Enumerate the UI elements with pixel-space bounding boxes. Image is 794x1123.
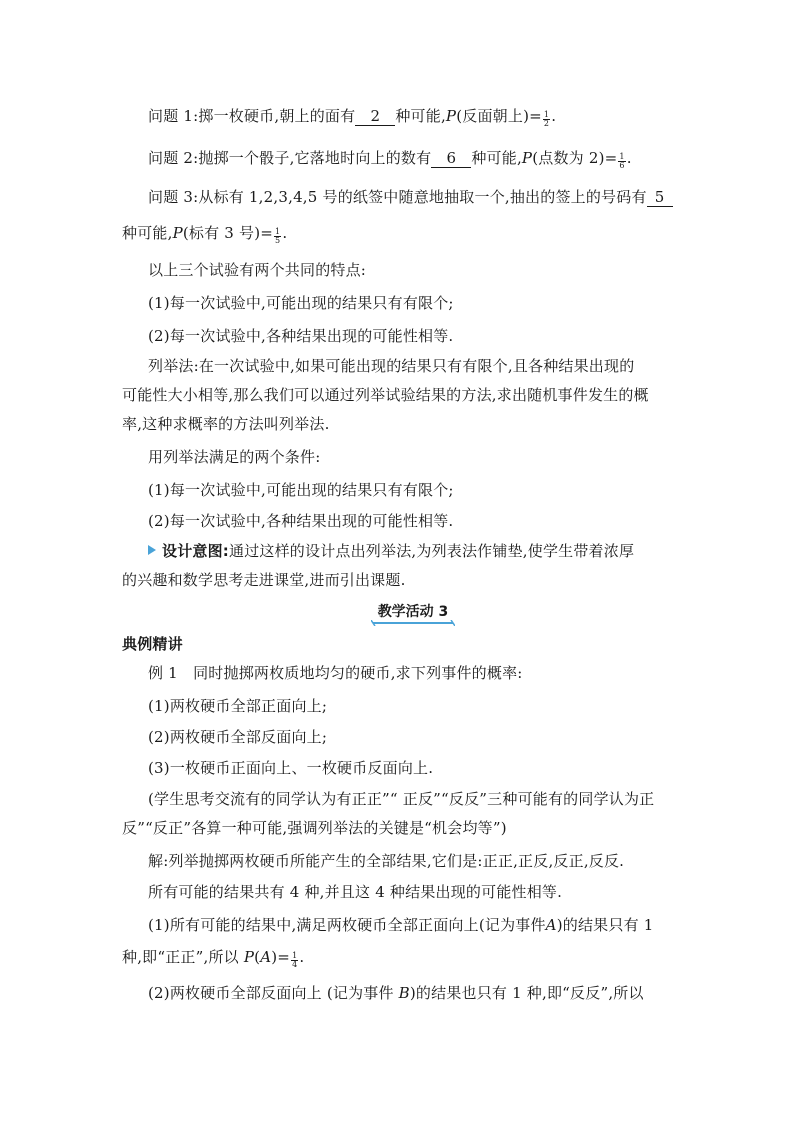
q3-end: . — [282, 224, 288, 242]
q1-den: 2 — [543, 119, 550, 128]
features-intro: 以上三个试验有两个共同的特点: — [148, 261, 367, 279]
condition-2: (2)每一次试验中,各种结果出现的可能性相等. — [148, 512, 454, 530]
question-3-line-1 — [148, 186, 704, 208]
student-note-line-1: (学生思考交流有的同学认为有正正”“ 正反”“反反”三种可能有的同学认为正 — [148, 790, 655, 808]
method-definition-line-2: 可能性大小相等,那么我们可以通过列举试验结果的方法,求出随机事件发生的概 — [122, 386, 649, 404]
solution-4-end: . — [299, 948, 305, 966]
q2-p-arg: (点数为 2)= — [532, 149, 618, 167]
q3-den: 5 — [275, 236, 281, 245]
solution-line-1: 解:列举抛掷两枚硬币所能产生的全部结果,它们是:正正,正反,反正,反反. — [148, 852, 625, 870]
solution-fraction — [291, 952, 298, 969]
q3-p-arg: (标有 3 号)= — [182, 224, 274, 242]
q3-text: 问题 3:从标有 1,2,3,4,5 号的纸签中随意地抽取一个,抽出的签上的号码有 — [148, 188, 647, 206]
section-title: 典例精讲 — [122, 635, 183, 653]
solution-3a: (1)所有可能的结果中,满足两枚硬币全部正面向上(记为事件 — [148, 916, 546, 934]
event-a-var: A — [545, 916, 557, 934]
feature-1: (1)每一次试验中,可能出现的结果只有有限个; — [148, 294, 454, 312]
q2-fraction — [618, 153, 625, 170]
play-triangle-icon — [148, 545, 156, 555]
q2-end: . — [626, 149, 632, 167]
event-a-var-2: A — [260, 948, 272, 966]
solution-3b: )的结果只有 1 — [556, 916, 654, 934]
q1-answer-blank: 2 — [355, 107, 395, 126]
q2-answer-blank: 6 — [431, 149, 471, 168]
event-b-var: B — [398, 984, 410, 1002]
solution-line-4 — [122, 946, 678, 969]
q2-post: 种可能, — [471, 149, 522, 167]
q3-num: 1 — [275, 227, 281, 236]
solution-5a: (2)两枚硬币全部反面向上 (记为事件 — [148, 984, 399, 1002]
q3-answer-blank: 5 — [647, 188, 673, 207]
method-definition-line-1: 列举法:在一次试验中,如果可能出现的结果只有有限个,且各种结果出现的 — [148, 357, 635, 375]
activity-title: 教学活动 3 — [377, 604, 449, 620]
example-item-3: (3)一枚硬币正面向上、一枚硬币反面向上. — [148, 759, 434, 777]
q3-fraction — [274, 228, 281, 245]
method-definition-line-3: 率,这种求概率的方法叫列举法. — [122, 415, 330, 433]
q3-p-label: P — [172, 224, 183, 242]
example-1: 例 1 同时抛掷两枚质地均匀的硬币,求下列事件的概率: — [148, 664, 523, 682]
solution-num: 1 — [292, 951, 298, 960]
q1-p-label: P — [445, 107, 457, 125]
q2-num: 1 — [619, 152, 625, 161]
paren-eq: )= — [271, 948, 291, 966]
solution-4a: 种,即“正正”,所以 — [122, 948, 244, 966]
example-item-1: (1)两枚硬币全部正面向上; — [148, 697, 328, 715]
question-3-line-2 — [122, 222, 678, 245]
activity-underline-decoration — [371, 620, 455, 626]
q1-p-arg: (反面朝上)= — [456, 107, 542, 125]
activity-header — [371, 602, 455, 622]
q1-num: 1 — [543, 110, 550, 119]
q2-p-label: P — [521, 149, 533, 167]
question-2 — [148, 147, 704, 170]
q2-text: 问题 2:抛掷一个骰子,它落地时向上的数有 — [148, 149, 432, 167]
q1-post: 种可能, — [395, 107, 446, 125]
q1-fraction — [543, 111, 550, 128]
design-intent-line-1 — [148, 540, 704, 562]
example-item-2: (2)两枚硬币全部反面向上; — [148, 728, 328, 746]
solution-den: 4 — [292, 960, 298, 969]
solution-line-5 — [148, 982, 704, 1004]
solution-5b: )的结果也只有 1 种,即“反反”,所以 — [409, 984, 644, 1002]
design-intent-label: 设计意图: — [162, 542, 229, 560]
q1-text: 问题 1:掷一枚硬币,朝上的面有 — [148, 107, 356, 125]
student-note-line-2: 反”“反正”各算一种可能,强调列举法的关键是“机会均等”) — [122, 819, 507, 837]
design-intent-text: 通过这样的设计点出列举法,为列表法作铺垫,使学生带着浓厚 — [229, 542, 635, 560]
conditions-intro: 用列举法满足的两个条件: — [148, 448, 321, 466]
design-intent-line-2: 的兴趣和数学思考走进课堂,进而引出课题. — [122, 571, 406, 589]
p-label: P — [243, 948, 255, 966]
condition-1: (1)每一次试验中,可能出现的结果只有有限个; — [148, 481, 454, 499]
question-1 — [148, 105, 704, 128]
solution-line-3 — [148, 914, 704, 936]
paren-open: ( — [254, 948, 261, 966]
feature-2: (2)每一次试验中,各种结果出现的可能性相等. — [148, 327, 454, 345]
q1-end: . — [551, 107, 557, 125]
solution-line-2: 所有可能的结果共有 4 种,并且这 4 种结果出现的可能性相等. — [148, 883, 563, 901]
q2-den: 6 — [619, 161, 625, 170]
q3-line2-pre: 种可能, — [122, 224, 173, 242]
